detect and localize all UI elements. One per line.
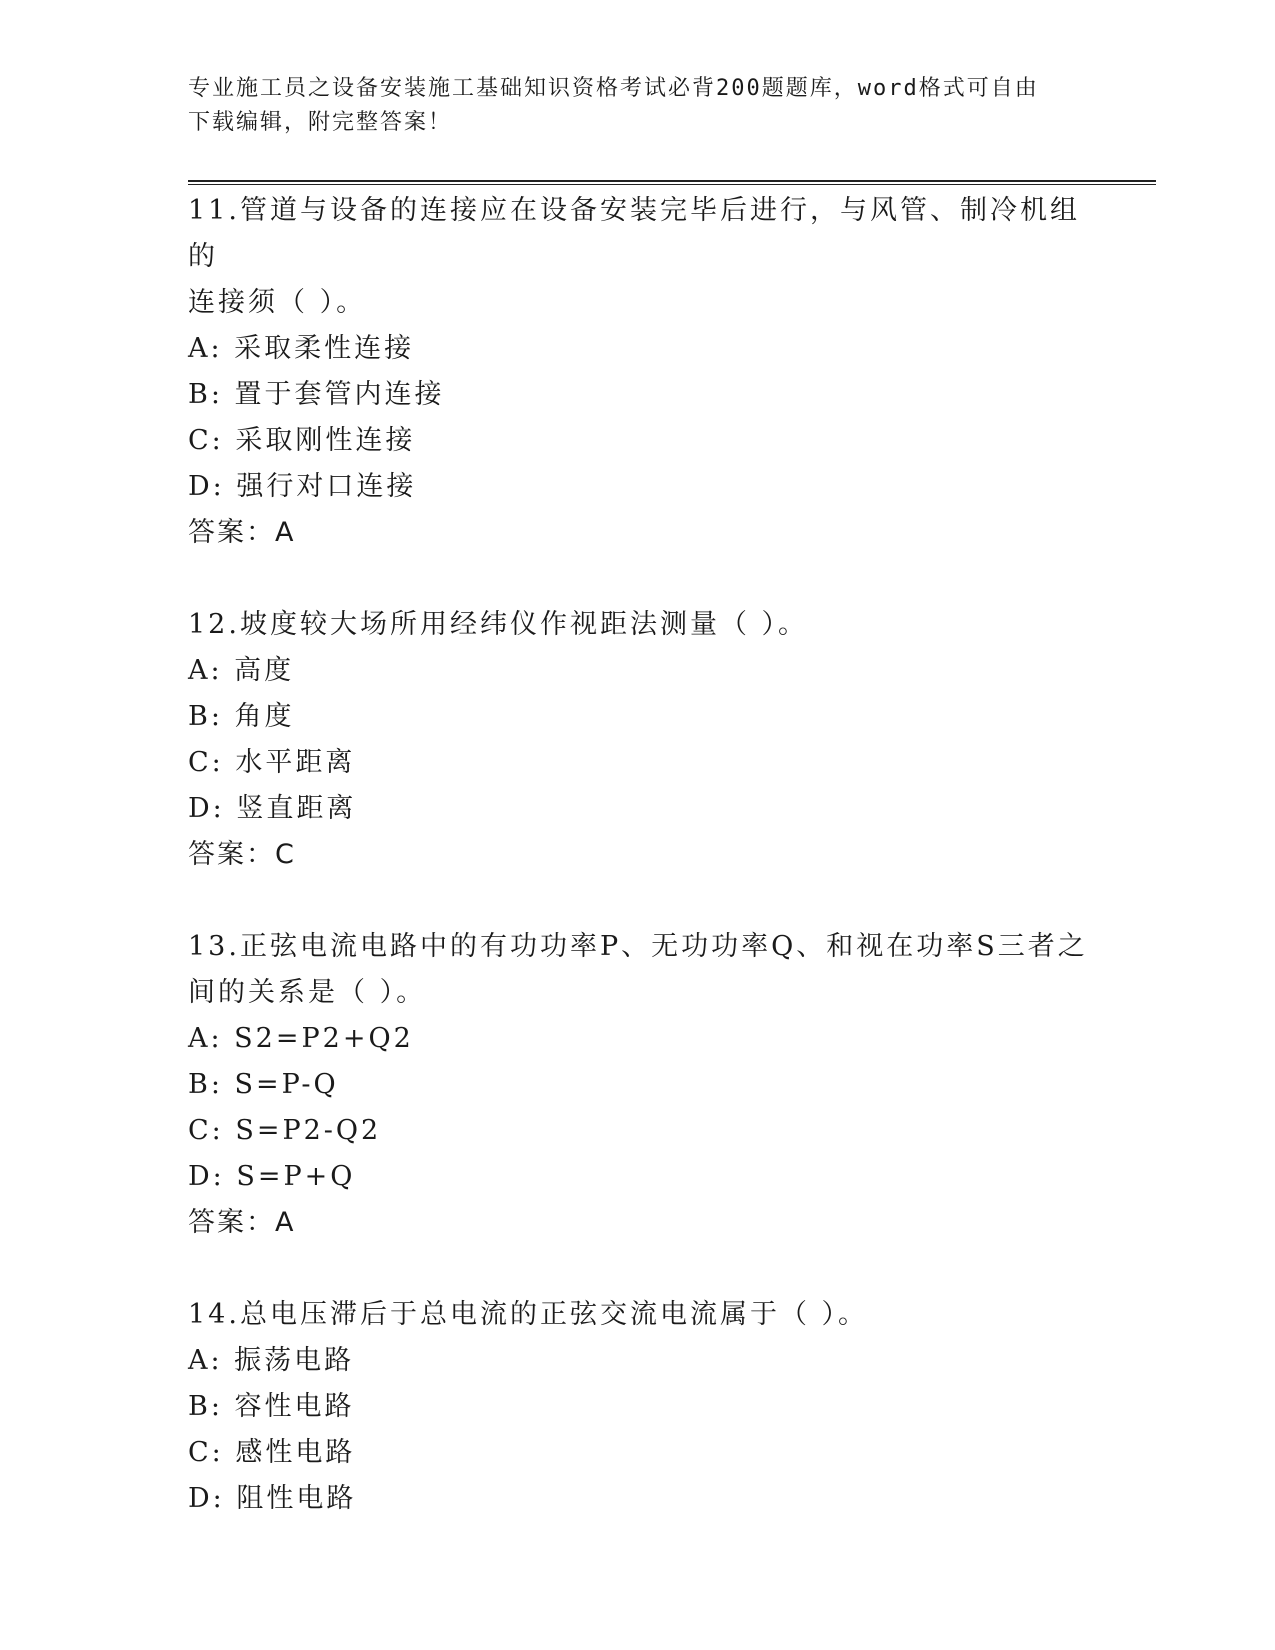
- question-text-cont: 连接须（ ）。: [188, 287, 367, 318]
- question-12: [188, 602, 1088, 878]
- header-line-1: 专业施工员之设备安装施工基础知识资格考试必背200题题库，word格式可自由: [188, 76, 1039, 101]
- option-d: D: 阻性电路: [188, 1483, 357, 1514]
- header-divider-thick: [188, 180, 1156, 182]
- option-a: A: 高度: [188, 655, 295, 686]
- option-a: A: 采取柔性连接: [188, 333, 415, 364]
- spacer: [188, 878, 1088, 924]
- document-header: [188, 72, 1068, 140]
- option-d: D: S=P+Q: [188, 1161, 356, 1192]
- option-d: D: 竖直距离: [188, 793, 357, 824]
- question-text: 14.总电压滞后于总电流的正弦交流电流属于（ ）。: [188, 1299, 869, 1330]
- question-text: 12.坡度较大场所用经纬仪作视距法测量（ ）。: [188, 609, 809, 640]
- header-divider-thin: [188, 184, 1156, 185]
- header-line-2: 下载编辑，附完整答案！: [188, 110, 453, 135]
- option-c: C: 水平距离: [188, 747, 356, 778]
- option-b: B: 置于套管内连接: [188, 379, 445, 410]
- option-b: B: S=P-Q: [188, 1069, 339, 1100]
- spacer: [188, 556, 1088, 602]
- option-b: B: 角度: [188, 701, 295, 732]
- question-text-cont: 间的关系是（ ）。: [188, 977, 427, 1008]
- option-c: C: 感性电路: [188, 1437, 356, 1468]
- question-text: 11.管道与设备的连接应在设备安装完毕后进行，与风管、制冷机组的: [188, 195, 1080, 272]
- option-a: A: S2=P2+Q2: [188, 1023, 414, 1054]
- answer-line: 答案：A: [188, 1207, 296, 1238]
- question-11: [188, 188, 1088, 556]
- question-14: [188, 1292, 1088, 1522]
- option-d: D: 强行对口连接: [188, 471, 417, 502]
- option-c: C: 采取刚性连接: [188, 425, 416, 456]
- answer-line: 答案：A: [188, 517, 296, 548]
- option-b: B: 容性电路: [188, 1391, 355, 1422]
- question-13: [188, 924, 1088, 1246]
- question-text: 13.正弦电流电路中的有功功率P、无功功率Q、和视在功率S三者之: [188, 931, 1088, 962]
- option-c: C: S=P2-Q2: [188, 1115, 382, 1146]
- spacer: [188, 1246, 1088, 1292]
- option-a: A: 振荡电路: [188, 1345, 355, 1376]
- answer-line: 答案：C: [188, 839, 296, 870]
- question-list: [188, 188, 1088, 1522]
